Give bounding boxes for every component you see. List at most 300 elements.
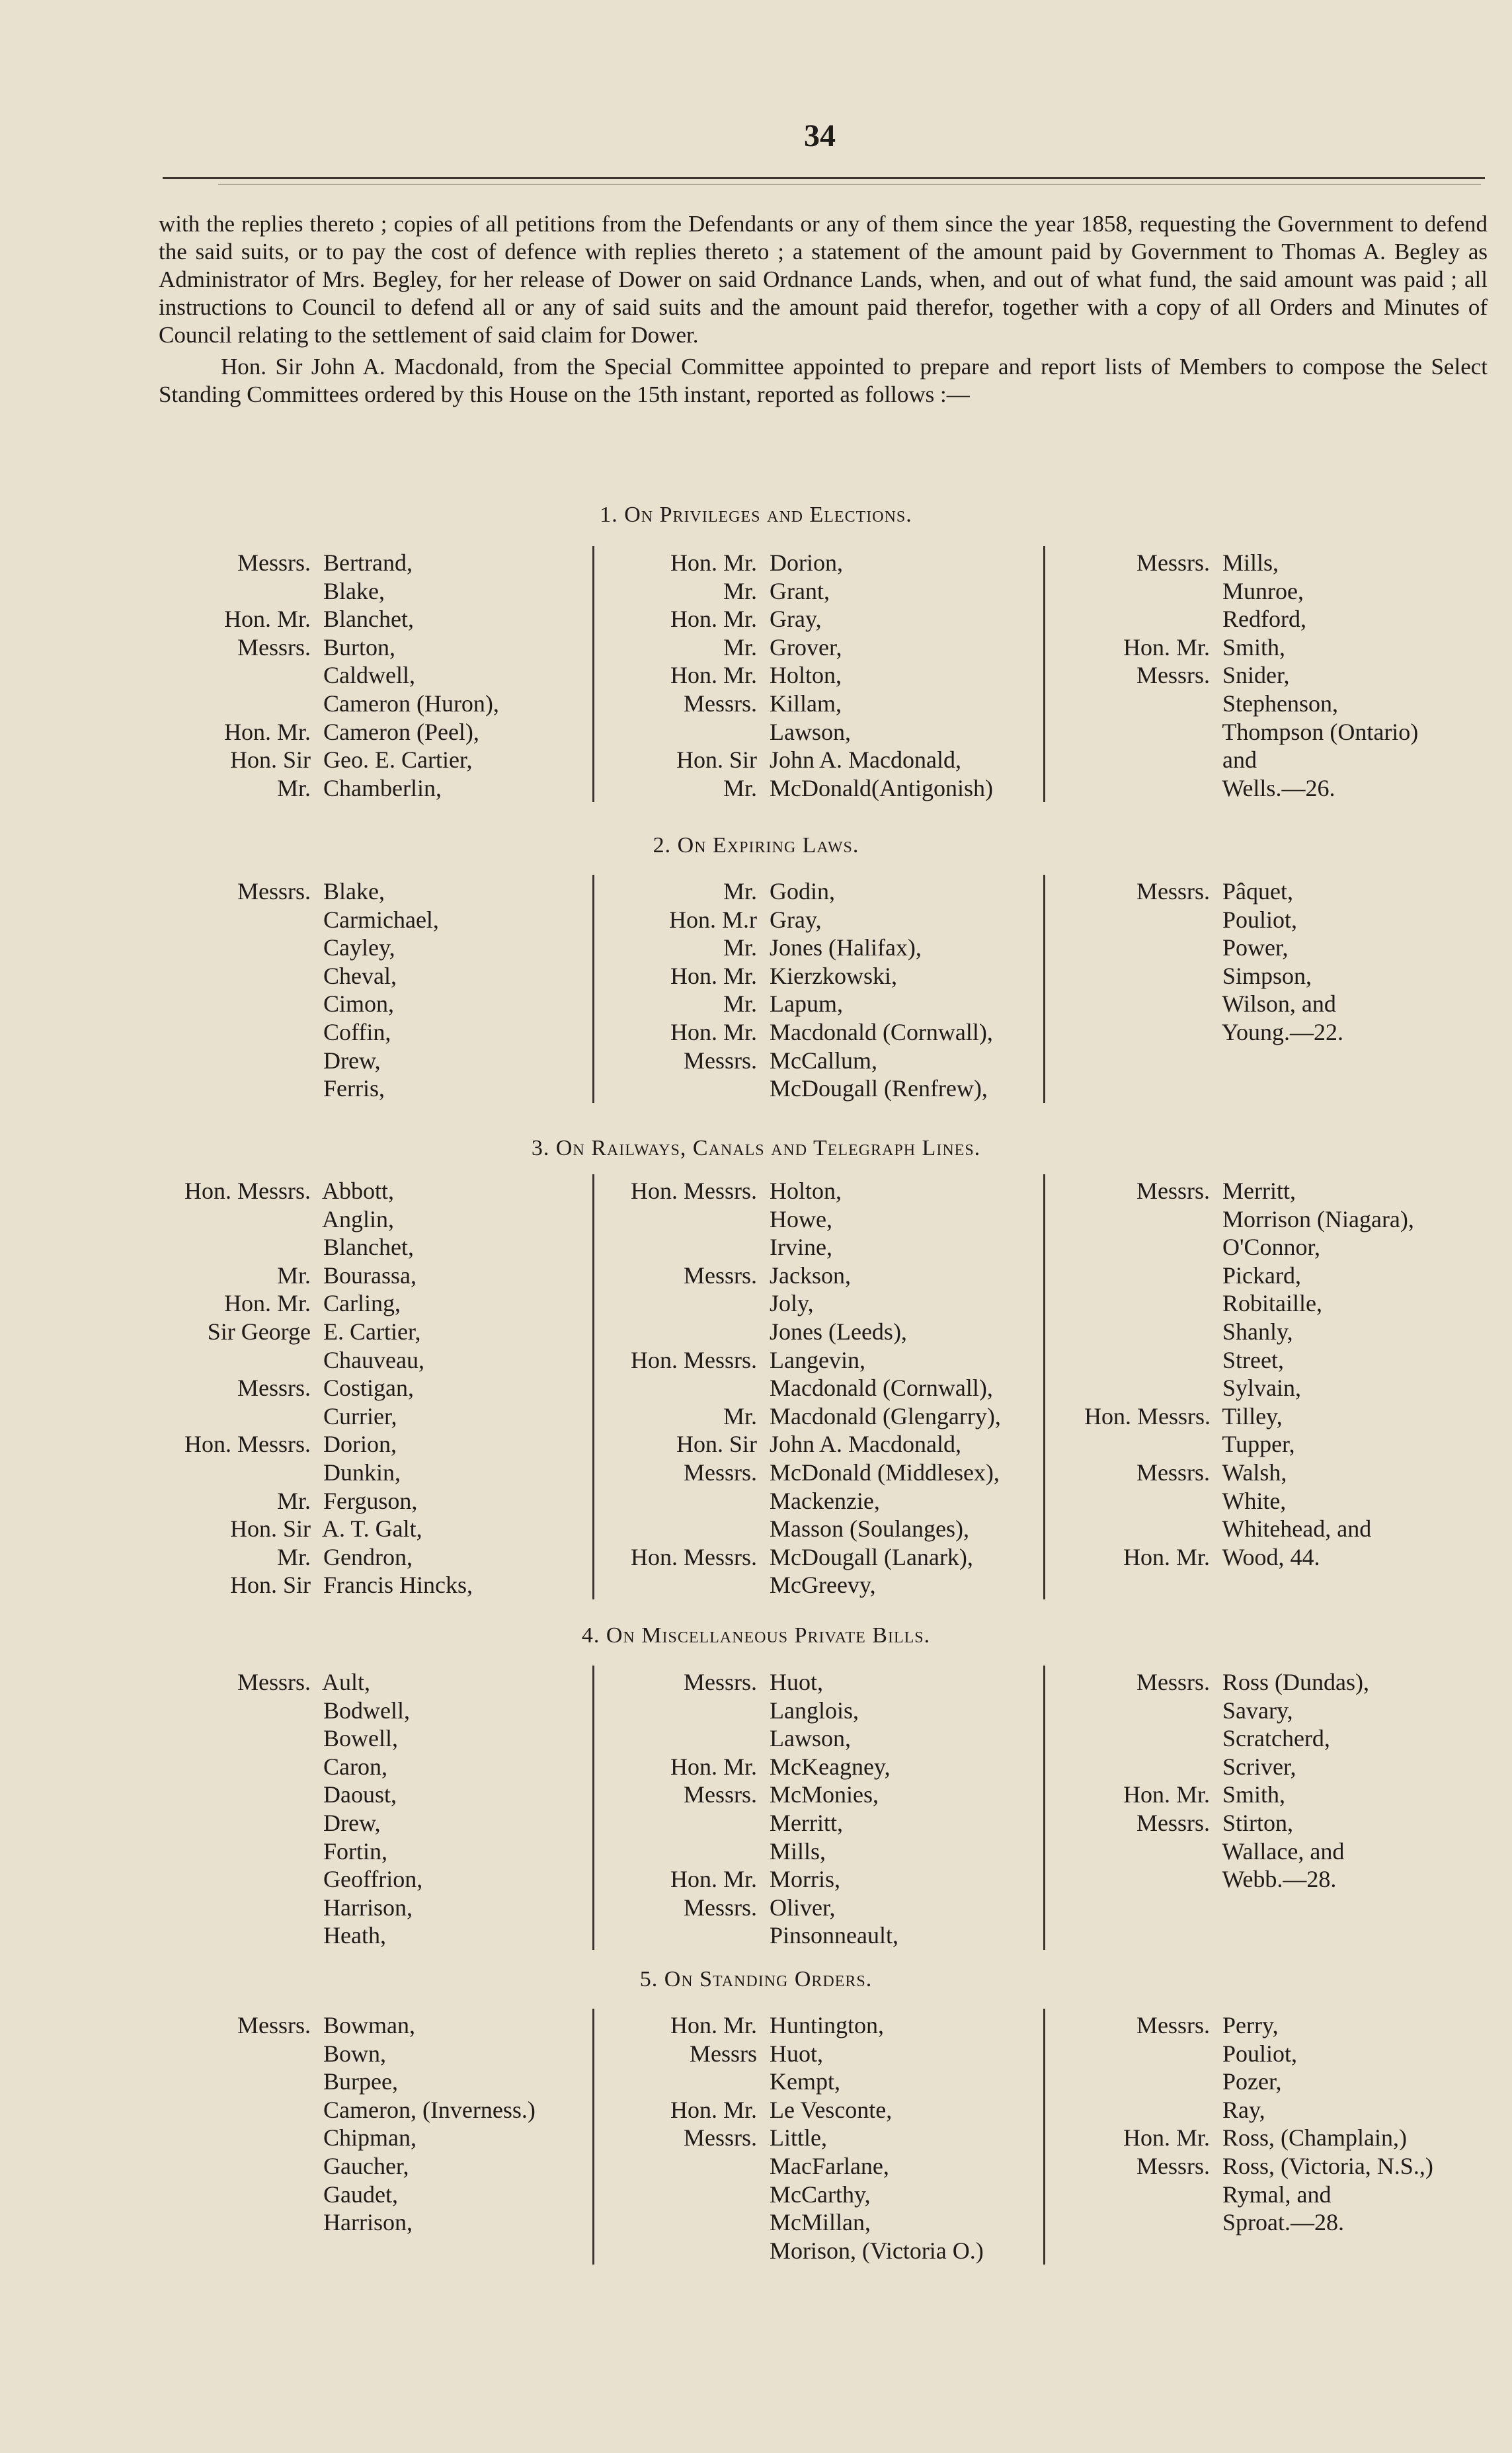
member-name: Geo. E. Cartier,: [317, 746, 473, 774]
member-name: A. T. Galt,: [317, 1515, 422, 1543]
member-name: Ray,: [1216, 2096, 1265, 2123]
member-name: E. Cartier,: [317, 1318, 421, 1345]
member-name: Grant,: [764, 577, 830, 604]
member-name: McKeagney,: [764, 1753, 891, 1780]
member-entry: [598, 934, 993, 962]
member-title: Hon. Messrs.: [630, 1346, 757, 1373]
member-name: Sylvain,: [1216, 1375, 1302, 1402]
member-name: Holton,: [764, 1178, 842, 1204]
member-name: Mills,: [764, 1837, 826, 1865]
member-entry: [1084, 605, 1418, 633]
member-name: Morison, (Victoria O.): [764, 2237, 984, 2264]
member-name: Savary,: [1216, 1697, 1293, 1724]
member-name: Ross (Dundas),: [1216, 1669, 1369, 1695]
member-entry: [1084, 1724, 1369, 1753]
member-entry: [1084, 1318, 1414, 1346]
member-name: Coffin,: [317, 1018, 391, 1045]
member-name: Le Vesconte,: [764, 2096, 893, 2123]
member-entry: [119, 1262, 473, 1290]
member-entry: [119, 577, 499, 606]
member-entry: [119, 549, 499, 577]
member-entry: [119, 1459, 473, 1487]
member-name: Howe,: [764, 1205, 832, 1232]
member-name: Scriver,: [1216, 1753, 1296, 1780]
member-name: Gendron,: [317, 1543, 413, 1570]
member-title: Hon. Sir: [229, 1515, 311, 1543]
member-entry: [598, 1374, 1001, 1402]
member-entry: [1084, 906, 1343, 934]
member-entry: [119, 877, 439, 906]
member-name: O'Connor,: [1216, 1234, 1321, 1261]
column-divider: [1043, 875, 1045, 1103]
member-title: Hon. Messrs.: [184, 1431, 311, 1458]
member-name: Stephenson,: [1216, 690, 1338, 717]
member-name: Perry,: [1216, 2012, 1279, 2038]
member-entry: [1084, 1346, 1414, 1375]
member-name: Lawson,: [764, 1725, 851, 1752]
member-entry: [1084, 774, 1418, 803]
column-divider: [1043, 546, 1045, 802]
member-entry: [1084, 577, 1418, 606]
member-name: Young.—22.: [1216, 1018, 1344, 1045]
member-title: Hon. Mr.: [1123, 633, 1210, 661]
member-name: Bowell,: [317, 1725, 398, 1752]
member-name: Dorion,: [764, 549, 843, 576]
member-entry: [119, 2040, 536, 2068]
member-entry: [119, 1430, 473, 1459]
member-entry: [1084, 1668, 1369, 1697]
member-column: [119, 549, 499, 802]
member-entry: [1084, 1262, 1414, 1290]
member-name: Abbott,: [317, 1178, 395, 1204]
section-title: 3. On Railways, Canals and Telegraph Lines.: [531, 1136, 981, 1160]
member-name: Carmichael,: [317, 906, 439, 933]
member-entry: [119, 1921, 422, 1950]
member-title: Hon. Mr.: [223, 606, 311, 633]
member-name: Oliver,: [764, 1894, 836, 1921]
member-name: Gaucher,: [317, 2152, 409, 2179]
member-title: Hon. Sir: [676, 746, 757, 774]
member-name: Cheval,: [317, 962, 397, 989]
column-divider: [592, 546, 594, 802]
member-title: Hon. Mr.: [223, 1290, 311, 1317]
member-title: Messrs.: [1136, 1809, 1210, 1836]
member-entry: [598, 1543, 1001, 1572]
column-divider: [592, 2009, 594, 2265]
member-entry: [119, 934, 439, 962]
member-name: Wood, 44.: [1216, 1543, 1320, 1570]
member-name: John A. Macdonald,: [764, 1431, 961, 1458]
member-title: Hon. Mr.: [670, 606, 757, 633]
member-entry: [1084, 2011, 1433, 2040]
column-divider: [592, 1174, 594, 1599]
member-title: Messrs.: [1136, 2012, 1210, 2038]
member-entry: [598, 906, 993, 934]
member-name: Merritt,: [764, 1809, 843, 1836]
member-entry: [119, 2011, 536, 2040]
member-entry: [598, 774, 993, 803]
member-name: Geoffrion,: [317, 1866, 423, 1893]
member-entry: [1084, 1515, 1414, 1543]
member-name: Street,: [1216, 1346, 1284, 1373]
member-title: Hon. Sir: [676, 1431, 757, 1458]
member-name: Cameron, (Inverness.): [317, 2096, 536, 2123]
member-title: Hon. Mr.: [670, 962, 757, 989]
member-entry: [1084, 1374, 1414, 1402]
member-name: Huot,: [764, 2040, 823, 2067]
member-name: Macdonald (Cornwall),: [764, 1375, 993, 1402]
member-entry: [598, 1047, 993, 1075]
member-name: McDonald (Middlesex),: [764, 1459, 1000, 1486]
member-title: Hon. Mr.: [670, 2012, 757, 2038]
member-name: Francis Hincks,: [317, 1572, 473, 1599]
member-column: [1084, 2011, 1433, 2237]
member-column: [1084, 1177, 1414, 1571]
member-name: Fortin,: [317, 1837, 388, 1865]
member-name: Godin,: [764, 878, 835, 905]
member-entry: [119, 1781, 422, 1809]
member-name: Webb.—28.: [1216, 1866, 1337, 1893]
member-entry: [598, 605, 993, 633]
member-entry: [598, 2068, 984, 2096]
member-entry: [119, 690, 499, 718]
member-name: Ferguson,: [317, 1487, 418, 1514]
member-name: Currier,: [317, 1402, 397, 1429]
member-name: Jones (Leeds),: [764, 1318, 907, 1345]
member-entry: [119, 990, 439, 1018]
member-name: Wallace, and: [1216, 1837, 1345, 1865]
member-name: Costigan,: [317, 1375, 415, 1402]
member-entry: [598, 1753, 898, 1781]
member-name: Ault,: [317, 1669, 371, 1695]
member-name: Pouliot,: [1216, 2040, 1298, 2067]
member-name: Kempt,: [764, 2068, 840, 2095]
member-name: Cimon,: [317, 990, 395, 1018]
member-entry: [119, 1753, 422, 1781]
member-entry: [1084, 1459, 1414, 1487]
member-title: Messrs.: [1136, 878, 1210, 905]
member-name: Smith,: [1216, 1781, 1286, 1808]
member-name: Ferris,: [317, 1075, 385, 1102]
column-divider: [1043, 1174, 1045, 1599]
member-title: Messrs.: [1136, 549, 1210, 576]
member-entry: [119, 2124, 536, 2152]
member-name: Macdonald (Cornwall),: [764, 1018, 993, 1045]
member-entry: [598, 1233, 1001, 1262]
member-entry: [1084, 1487, 1414, 1515]
member-entry: [119, 718, 499, 746]
member-name: Gray,: [764, 906, 822, 933]
member-entry: [1084, 1809, 1369, 1837]
member-title: Hon. Mr.: [223, 718, 311, 745]
member-title: Mr.: [723, 774, 757, 801]
member-title: Hon. Messrs.: [1084, 1402, 1211, 1429]
report-paragraph: Hon. Sir John A. Macdonald, from the Special Committee appointed to prepare and report lists of Members to compose the Select Standing Committees ordered by this House on the 15th instant, reported as follows :—: [159, 354, 1488, 407]
member-name: Thompson (Ontario): [1216, 718, 1419, 745]
member-entry: [1084, 1430, 1414, 1459]
page-number: 34: [804, 118, 836, 153]
column-divider: [1043, 2009, 1045, 2265]
member-entry: [598, 1318, 1001, 1346]
member-entry: [119, 1865, 422, 1894]
member-entry: [119, 1318, 473, 1346]
member-name: Pâquet,: [1216, 878, 1293, 905]
member-entry: [598, 1837, 898, 1866]
member-name: Tilley,: [1216, 1402, 1283, 1429]
member-name: McDonald(Antigonish): [764, 774, 993, 801]
member-column: [119, 2011, 536, 2237]
member-title: Hon. Mr.: [670, 549, 757, 576]
member-entry: [119, 1809, 422, 1837]
member-entry: [1084, 2181, 1433, 2209]
member-name: Blake,: [317, 577, 385, 604]
member-entry: [119, 1074, 439, 1103]
member-entry: [119, 1697, 422, 1725]
member-name: Harrison,: [317, 1894, 413, 1921]
member-title: Hon. Mr.: [1123, 2124, 1210, 2151]
member-name: Morris,: [764, 1866, 840, 1893]
member-entry: [119, 1018, 439, 1047]
member-entry: [119, 746, 499, 774]
member-title: Mr.: [723, 878, 757, 905]
member-entry: [598, 1346, 1001, 1375]
member-name: Redford,: [1216, 606, 1306, 633]
member-name: Irvine,: [764, 1234, 832, 1261]
member-entry: [119, 1487, 473, 1515]
member-title: Messrs.: [237, 549, 311, 576]
member-name: Simpson,: [1216, 962, 1312, 989]
member-name: McCarthy,: [764, 2181, 871, 2208]
member-name: Cayley,: [317, 934, 395, 961]
member-entry: [1084, 962, 1343, 990]
member-name: Bowman,: [317, 2012, 415, 2038]
member-name: Rymal, and: [1216, 2181, 1332, 2208]
member-name: Chauveau,: [317, 1346, 424, 1373]
member-name: Holton,: [764, 662, 842, 689]
member-entry: [119, 1233, 473, 1262]
member-title: Mr.: [276, 774, 311, 801]
member-name: Joly,: [764, 1290, 814, 1317]
member-name: Stirton,: [1216, 1809, 1294, 1836]
member-title: Hon. Mr.: [670, 1018, 757, 1045]
member-name: Bertrand,: [317, 549, 413, 576]
member-entry: [119, 1894, 422, 1922]
member-entry: [1084, 1402, 1414, 1431]
member-entry: [598, 1571, 1001, 1599]
member-name: Caron,: [317, 1753, 387, 1780]
member-entry: [598, 1205, 1001, 1234]
member-name: Scratcherd,: [1216, 1725, 1330, 1752]
member-name: Carling,: [317, 1290, 401, 1317]
member-name: Jackson,: [764, 1262, 851, 1289]
member-entry: [598, 1668, 898, 1697]
member-entry: [598, 1262, 1001, 1290]
member-name: Pouliot,: [1216, 906, 1298, 933]
member-title: Hon. Messrs.: [630, 1543, 757, 1570]
section-title: 1. On Privileges and Elections.: [600, 503, 912, 527]
header-rule: [163, 177, 1485, 179]
member-title: Mr.: [276, 1262, 311, 1289]
member-entry: [598, 2011, 984, 2040]
column-divider: [592, 875, 594, 1103]
member-entry: [1084, 1781, 1369, 1809]
member-entry: [598, 1459, 1001, 1487]
member-entry: [1084, 1289, 1414, 1318]
member-name: Sproat.—28.: [1216, 2209, 1344, 2236]
member-entry: [119, 1177, 473, 1205]
member-name: Drew,: [317, 1047, 381, 1074]
member-entry: [598, 577, 993, 606]
member-entry: [598, 1402, 1001, 1431]
member-name: McMillan,: [764, 2209, 871, 2236]
member-entry: [598, 2040, 984, 2068]
member-entry: [1084, 2068, 1433, 2096]
member-name: Shanly,: [1216, 1318, 1293, 1345]
intro-text: [159, 210, 1488, 409]
member-name: McGreevy,: [764, 1572, 876, 1599]
member-title: Mr.: [723, 633, 757, 661]
member-name: Chipman,: [317, 2124, 417, 2151]
member-entry: [119, 2152, 536, 2181]
member-name: Tupper,: [1216, 1431, 1295, 1458]
member-title: Hon. Mr.: [670, 1866, 757, 1893]
member-entry: [598, 1289, 1001, 1318]
section-title: 4. On Miscellaneous Private Bills.: [581, 1623, 931, 1648]
member-name: Blanchet,: [317, 1234, 414, 1261]
member-entry: [1084, 934, 1343, 962]
intro-paragraph: with the replies thereto ; copies of all petitions from the Defendants or any of them since the year 1858, requesting the Government to defend the said suits, or to pay the cost of defence with replies thereto ; a statement of the amount paid by Government to Thomas A. Begley as Administrator of Mrs. Begley, for her release of Dower on said Ordnance Lands, when, and out of what fund, the said amount was paid ; all instructions to Council to defend all or any of said suits and the amount paid therefor, together with a copy of all Orders and Minutes of Council relating to the settlement of said claim for Dower.: [159, 211, 1488, 348]
member-name: Masson (Soulanges),: [764, 1515, 969, 1543]
member-entry: [1084, 1543, 1414, 1572]
member-title: Hon. M.r: [669, 906, 757, 933]
member-entry: [598, 2124, 984, 2152]
member-name: Kierzkowski,: [764, 962, 897, 989]
member-column: [598, 877, 993, 1103]
member-name: Pickard,: [1216, 1262, 1301, 1289]
member-entry: [598, 1430, 1001, 1459]
member-name: McDougall (Renfrew),: [764, 1075, 988, 1102]
member-title: Messrs.: [683, 1894, 757, 1921]
member-name: Gray,: [764, 606, 822, 633]
member-entry: [119, 2208, 536, 2237]
member-title: Messrs: [689, 2040, 757, 2067]
member-title: Mr.: [723, 577, 757, 604]
member-name: Langlois,: [764, 1697, 859, 1724]
member-name: Ross, (Victoria, N.S.,): [1216, 2152, 1433, 2179]
member-name: Grover,: [764, 633, 842, 661]
member-title: Messrs.: [237, 2012, 311, 2038]
member-name: Pozer,: [1216, 2068, 1282, 2095]
member-entry: [119, 2096, 536, 2124]
member-column: [119, 1668, 422, 1950]
member-name: McMonies,: [764, 1781, 879, 1808]
member-entry: [119, 1402, 473, 1431]
member-entry: [1084, 690, 1418, 718]
member-name: Power,: [1216, 934, 1289, 961]
member-entry: [119, 1515, 473, 1543]
column-divider: [592, 1666, 594, 1950]
member-entry: [1084, 718, 1418, 746]
member-name: Huot,: [764, 1669, 823, 1695]
member-title: Hon. Sir: [229, 1572, 311, 1599]
member-column: [119, 1177, 473, 1599]
member-name: White,: [1216, 1487, 1287, 1514]
member-entry: [1084, 1753, 1369, 1781]
member-entry: [1084, 1018, 1343, 1047]
section-title: 2. On Expiring Laws.: [653, 833, 859, 858]
member-name: Blanchet,: [317, 606, 414, 633]
member-name: Daoust,: [317, 1781, 397, 1808]
column-divider: [1043, 1666, 1045, 1950]
member-entry: [1084, 633, 1418, 662]
member-name: Harrison,: [317, 2209, 413, 2236]
member-name: Merritt,: [1216, 1178, 1296, 1204]
member-column: [598, 1668, 898, 1950]
member-name: Smith,: [1216, 633, 1286, 661]
member-title: Hon. Mr.: [670, 662, 757, 689]
member-entry: [598, 549, 993, 577]
member-title: Sir George: [207, 1318, 311, 1345]
member-title: Messrs.: [237, 1375, 311, 1402]
member-entry: [598, 633, 993, 662]
member-name: Wilson, and: [1216, 990, 1336, 1018]
member-entry: [119, 1571, 473, 1599]
member-column: [1084, 877, 1343, 1047]
member-entry: [1084, 1177, 1414, 1205]
member-name: Macdonald (Glengarry),: [764, 1402, 1001, 1429]
member-entry: [598, 1781, 898, 1809]
member-name: Cameron (Huron),: [317, 690, 499, 717]
member-title: Hon. Sir: [229, 746, 311, 774]
member-entry: [1084, 1205, 1414, 1234]
member-title: Messrs.: [683, 1669, 757, 1695]
member-title: Hon. Mr.: [670, 2096, 757, 2123]
member-entry: [598, 1018, 993, 1047]
member-entry: [598, 1177, 1001, 1205]
member-entry: [1084, 2124, 1433, 2152]
member-entry: [598, 1894, 898, 1922]
member-entry: [598, 2096, 984, 2124]
member-title: Messrs.: [1136, 1459, 1210, 1486]
member-entry: [119, 906, 439, 934]
member-name: Heath,: [317, 1922, 386, 1949]
member-entry: [119, 633, 499, 662]
member-entry: [119, 1289, 473, 1318]
member-entry: [598, 877, 993, 906]
member-title: Messrs.: [683, 1262, 757, 1289]
member-name: Bown,: [317, 2040, 387, 2067]
member-name: Pinsonneault,: [764, 1922, 898, 1949]
member-name: Bourassa,: [317, 1262, 417, 1289]
member-title: Hon. Mr.: [1123, 1781, 1210, 1808]
member-column: [119, 877, 439, 1103]
member-entry: [119, 661, 499, 690]
member-name: Morrison (Niagara),: [1216, 1205, 1414, 1232]
member-entry: [598, 962, 993, 990]
member-title: Hon. Mr.: [1123, 1543, 1210, 1570]
member-name: Chamberlin,: [317, 774, 442, 801]
member-entry: [1084, 2152, 1433, 2181]
member-title: Messrs.: [237, 878, 311, 905]
member-entry: [598, 690, 993, 718]
member-name: Langevin,: [764, 1346, 865, 1373]
member-entry: [598, 1074, 993, 1103]
member-column: [1084, 549, 1418, 802]
member-entry: [119, 605, 499, 633]
member-entry: [119, 1837, 422, 1866]
member-name: Killam,: [764, 690, 842, 717]
member-name: Whitehead, and: [1216, 1515, 1372, 1543]
